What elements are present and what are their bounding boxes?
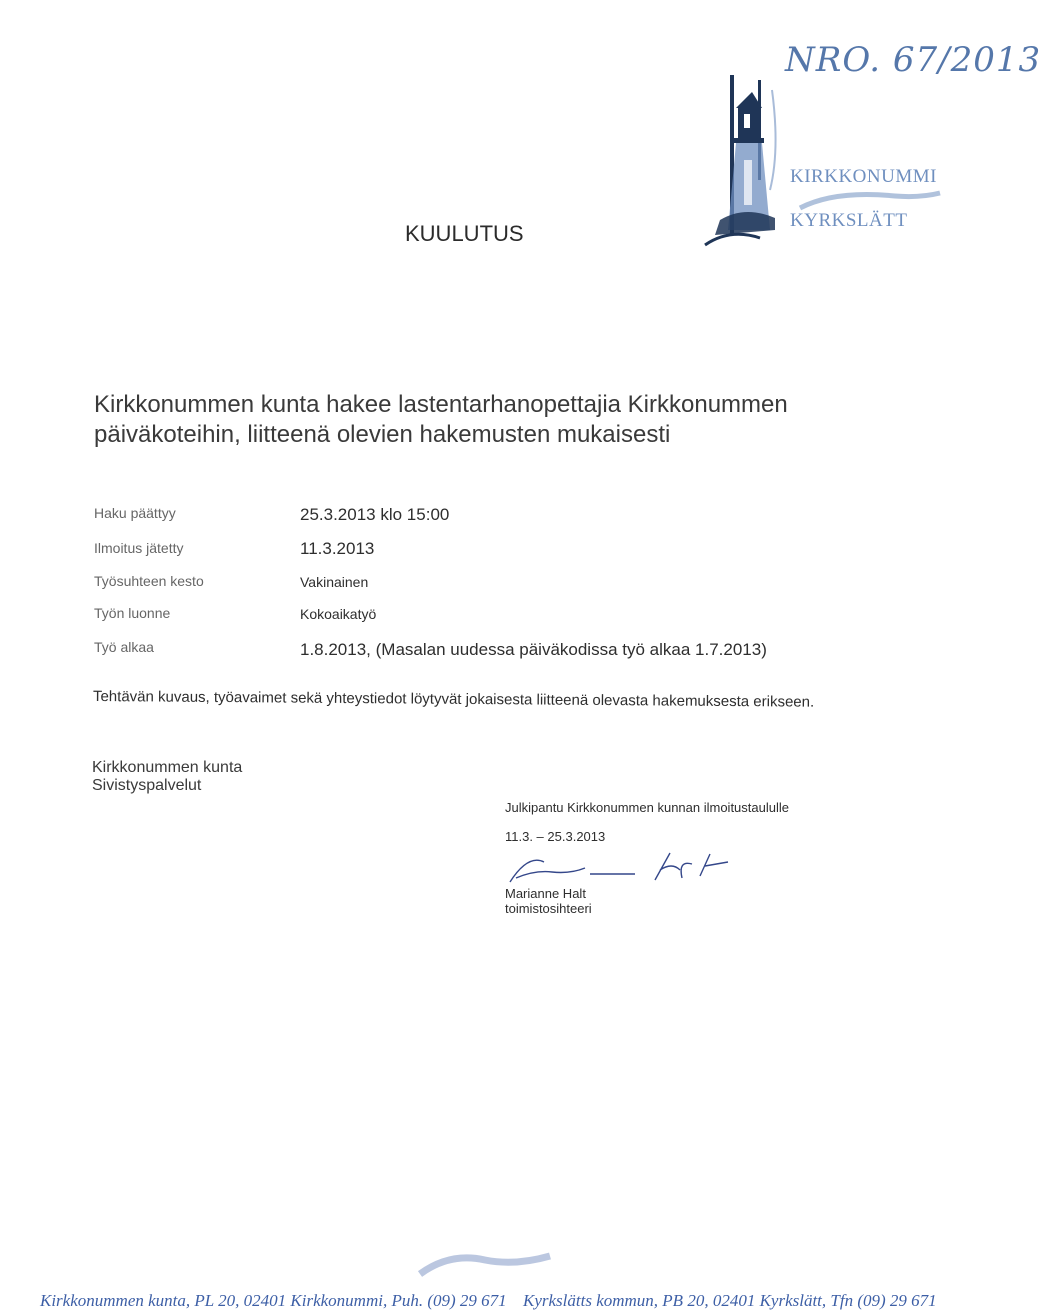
publication-note: Julkipantu Kirkkonummen kunnan ilmoitustaululle bbox=[505, 800, 789, 815]
detail-label: Työ alkaa bbox=[94, 639, 154, 655]
department-name: Sivistyspalvelut bbox=[92, 777, 202, 794]
document-type: KUULUTUS bbox=[405, 221, 524, 246]
detail-label: Työsuhteen kesto bbox=[94, 573, 204, 589]
detail-label: Haku päättyy bbox=[94, 505, 176, 521]
detail-value: Kokoaikatyö bbox=[300, 606, 377, 622]
signer-name: Marianne Halt bbox=[505, 886, 586, 901]
detail-value: 11.3.2013 bbox=[300, 539, 375, 558]
heading-line-2: päiväkoteihin, liitteenä olevien hakemusten mukaisesti bbox=[94, 421, 671, 448]
lighthouse-logo-icon bbox=[700, 30, 790, 255]
detail-value: Vakinainen bbox=[300, 574, 369, 590]
signer-title: toimistosihteeri bbox=[505, 901, 592, 916]
publication-dates: 11.3. – 25.3.2013 bbox=[505, 829, 606, 844]
detail-value: 1.8.2013, (Masalan uudessa päiväkodissa työ alkaa 1.7.2013) bbox=[300, 640, 767, 659]
organization-name: Kirkkonummen kunta bbox=[92, 759, 243, 776]
job-description-note: Tehtävän kuvaus, työavaimet sekä yhteystiedot löytyvät jokaisesta liitteenä olevasta hakemuksesta erikseen. bbox=[92, 688, 815, 711]
logo-swoosh-icon bbox=[795, 188, 945, 212]
signer-block bbox=[505, 886, 592, 916]
footer-address-finnish: Kirkkonummen kunta, PL 20, 02401 Kirkkonummi, Puh. (09) 29 671 bbox=[40, 1291, 507, 1310]
logo-name-finnish: KIRKKONUMMI bbox=[790, 166, 937, 187]
heading-line-1: Kirkkonummen kunta hakee lastentarhanopettajia Kirkkonummen bbox=[94, 391, 788, 418]
footer-address-swedish: Kyrkslätts kommun, PB 20, 02401 Kyrkslätt, Tfn (09) 29 671 bbox=[523, 1291, 937, 1310]
detail-value: 25.3.2013 klo 15:00 bbox=[300, 505, 450, 524]
handwritten-number: NRO. 67/2013 bbox=[785, 40, 1041, 80]
logo-name-swedish: KYRKSLÄTT bbox=[790, 210, 908, 231]
announcement-heading bbox=[94, 390, 788, 450]
organization-block bbox=[92, 759, 242, 795]
detail-label: Ilmoitus jätetty bbox=[94, 540, 184, 556]
footer-swoosh-icon bbox=[415, 1250, 555, 1280]
detail-label: Työn luonne bbox=[94, 605, 171, 621]
